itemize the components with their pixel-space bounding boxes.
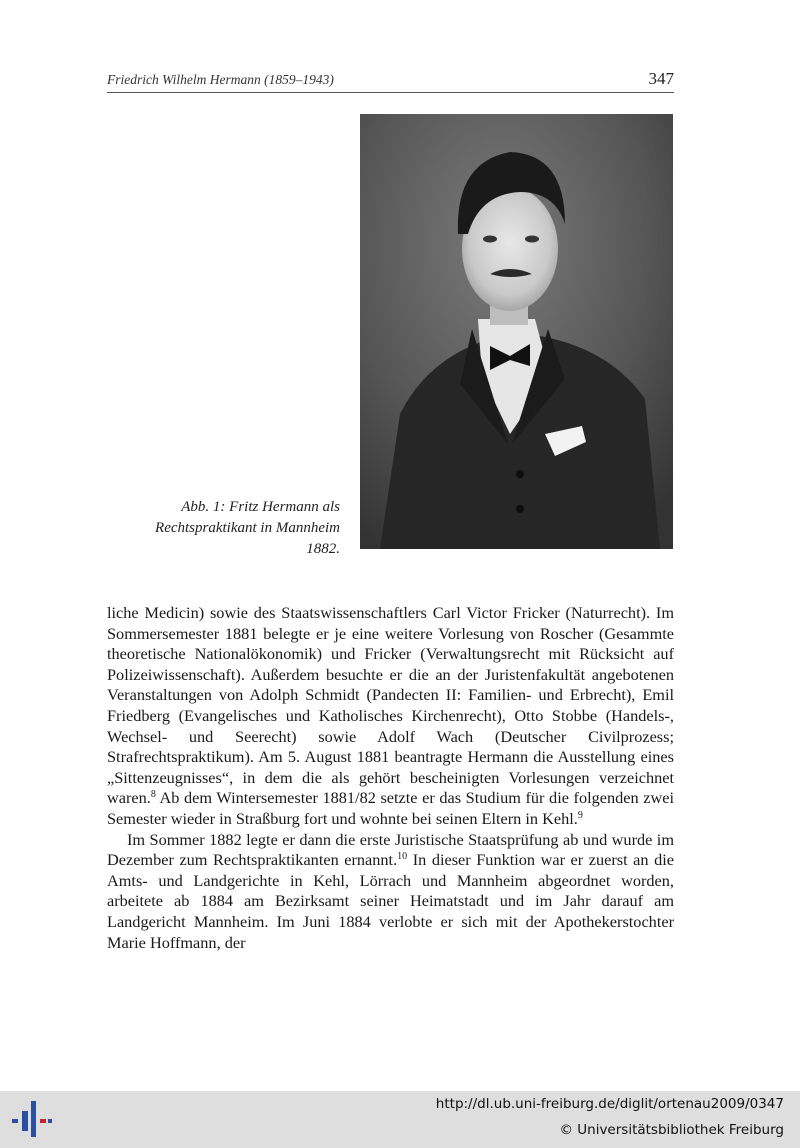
copyright-notice: © Universitätsbibliothek Freiburg [559, 1122, 784, 1138]
figure-caption [112, 497, 340, 560]
caption-line: Rechtspraktikant in Mannheim [155, 520, 340, 536]
library-logo-icon [10, 1099, 54, 1139]
page-header [107, 66, 674, 93]
footnote-ref: 10 [397, 851, 408, 863]
page-number: 347 [648, 69, 674, 88]
body-text [107, 603, 674, 953]
source-url[interactable]: http://dl.ub.uni-freiburg.de/diglit/ortenau2009/0347 [435, 1096, 784, 1112]
paragraph-text: liche Medicin) sowie des Staatswissenschaftlers Carl Victor Fricker (Naturrecht). Im Sommersemester 1881 belegte er je eine weitere Vorlesung von Roscher (Gesammte theoretische Nationalökonomik) und Fricker (Verwaltungsrecht mit Rücksicht auf Polizeiwissenschaft). Außerdem besuchte er die an der Juristenfakultät angebotenen Veranstaltungen von Adolph Schmidt (Pandecten II: Familien- und Erbrecht), Emil Friedberg (Evangelisches und Katholisches Kirchenrecht), Otto Stobbe (Handels-, Wechsel- und Seerecht) sowie Adolf Wach (Deutscher Civilprozess; Strafrechtspraktikum). Am 5. August 1881 beantragte Hermann die Ausstellung eines „Sittenzeugnisses“, in dem die als gehört bescheinigten Vorlesungen verzeichnet waren. [107, 603, 674, 808]
footer-bar [0, 1091, 800, 1148]
paragraph [107, 830, 674, 954]
footnote-ref: 8 [150, 789, 156, 801]
paragraph-text: Ab dem Wintersemester 1881/82 setzte er das Studium für die folgenden zwei Semester wieder in Straßburg fort und wohnte bei seinen Eltern in Kehl. [107, 788, 674, 828]
running-title: Friedrich Wilhelm Hermann (1859–1943) [107, 72, 334, 87]
portrait-photo [360, 114, 673, 549]
paragraph-text: Im Sommer 1882 legte er dann die erste Juristische Staatsprüfung ab und wurde im Dezember zum Rechtspraktikanten ernannt. [107, 829, 674, 870]
paragraph [107, 603, 674, 830]
paragraph-text: In dieser Funktion war er zuerst an die Amts- und Landgerichte in Kehl, Lörrach und Mannheim abgeordnet worden, arbeitete ab 1884 am Bezirksamt seiner Heimatstadt und im Jahr darauf am Landgericht Mannheim. Im Juni 1884 verlobte er sich mit der Apothekerstochter Marie Hoffmann, der [107, 850, 674, 952]
portrait-illustration [360, 114, 673, 549]
caption-line: 1882. [306, 541, 340, 557]
caption-line: Abb. 1: Fritz Hermann als [181, 499, 340, 515]
footnote-ref: 9 [577, 809, 583, 821]
